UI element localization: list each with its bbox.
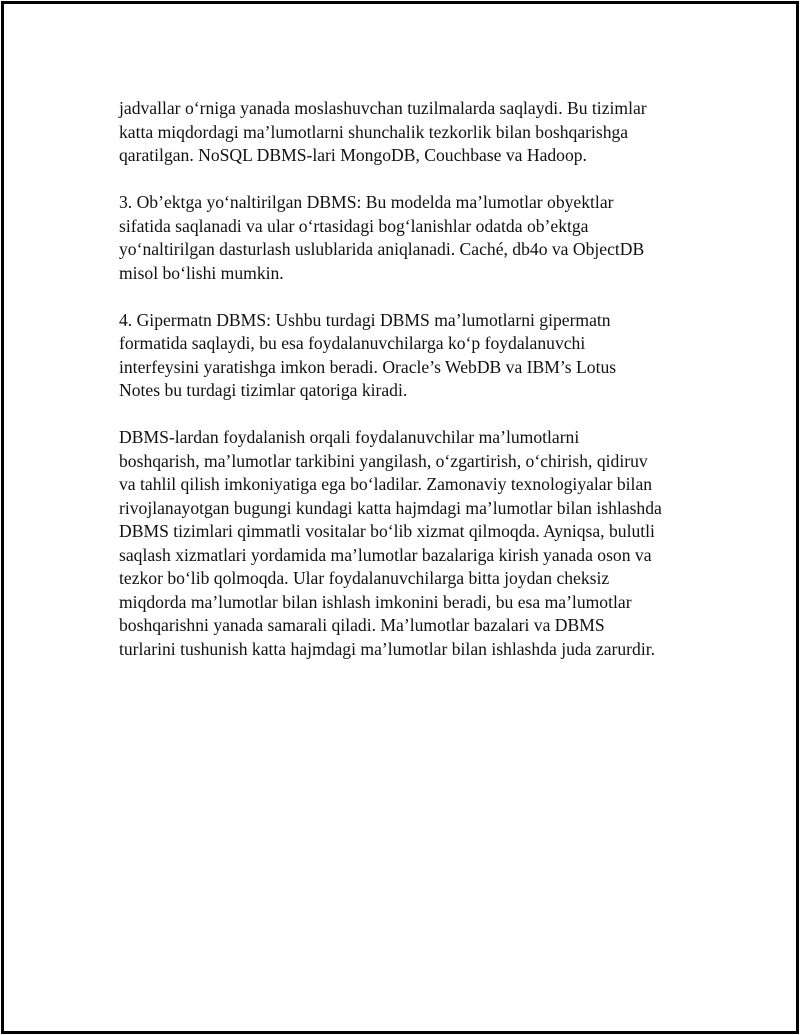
paragraph-nosql-continuation: [119, 97, 709, 168]
text-line: Notes bu turdagi tizimlar qatoriga kiradi.: [119, 380, 408, 400]
text-line: 3. Obʼektga yoʻnaltirilgan DBMS: Bu modelda maʼlumotlar obyektlar: [119, 192, 614, 212]
text-line: interfeysini yaratishga imkon beradi. Oracle’s WebDB va IBM’s Lotus: [119, 356, 617, 377]
text-line: rivojlanayotgan bugungi kundagi katta hajmdagi maʼlumotlar bilan ishlashda: [119, 497, 662, 518]
text-line: turlarini tushunish katta hajmdagi maʼlumotlar bilan ishlashda juda zarurdir.: [119, 638, 655, 659]
paragraph-conclusion: [119, 426, 709, 661]
text-line: boshqarish, maʼlumotlar tarkibini yangilash, oʻzgartirish, oʻchirish, qidiruv: [119, 450, 648, 471]
document-body: [119, 97, 709, 685]
text-line: qaratilgan. NoSQL DBMS-lari MongoDB, Couchbase va Hadoop.: [119, 145, 587, 165]
text-line: miqdorda maʼlumotlar bilan ishlash imkonini beradi, bu esa maʼlumotlar: [119, 591, 632, 612]
text-line: katta miqdordagi maʼlumotlarni shunchalik tezkorlik bilan boshqarishga: [119, 121, 629, 142]
text-line: yoʻnaltirilgan dasturlash uslublarida aniqlanadi. Caché, db4o va ObjectDB: [119, 239, 645, 259]
text-line: saqlash xizmatlari yordamida maʼlumotlar bazalariga kirish yanada oson va: [119, 544, 652, 565]
text-line: boshqarishni yanada samarali qiladi. Maʼlumotlar bazalari va DBMS: [119, 615, 605, 635]
text-line: DBMS tizimlari qimmatli vositalar boʻlib xizmat qilmoqda. Ayniqsa, bulutli: [119, 521, 655, 541]
paragraph-hypertext-dbms: [119, 309, 709, 403]
text-line: DBMS-lardan foydalanish orqali foydalanuvchilar maʼlumotlarni: [119, 427, 580, 447]
paragraph-object-oriented-dbms: [119, 191, 709, 285]
document-page: [1, 1, 799, 1034]
text-line: va tahlil qilish imkoniyatiga ega boʻladilar. Zamonaviy texnologiyalar bilan: [119, 474, 653, 494]
text-line: sifatida saqlanadi va ular oʻrtasidagi bogʻlanishlar odatda obʼektga: [119, 215, 589, 236]
text-line: misol boʻlishi mumkin.: [119, 262, 284, 283]
text-line: tezkor boʻlib qolmoqda. Ular foydalanuvchilarga bitta joydan cheksiz: [119, 568, 610, 588]
text-line: formatida saqlaydi, bu esa foydalanuvchilarga koʻp foydalanuvchi: [119, 333, 586, 353]
text-line: jadvallar oʻrniga yanada moslashuvchan tuzilmalarda saqlaydi. Bu tizimlar: [119, 98, 647, 118]
text-line: 4. Gipermatn DBMS: Ushbu turdagi DBMS maʼlumotlarni gipermatn: [119, 309, 611, 330]
